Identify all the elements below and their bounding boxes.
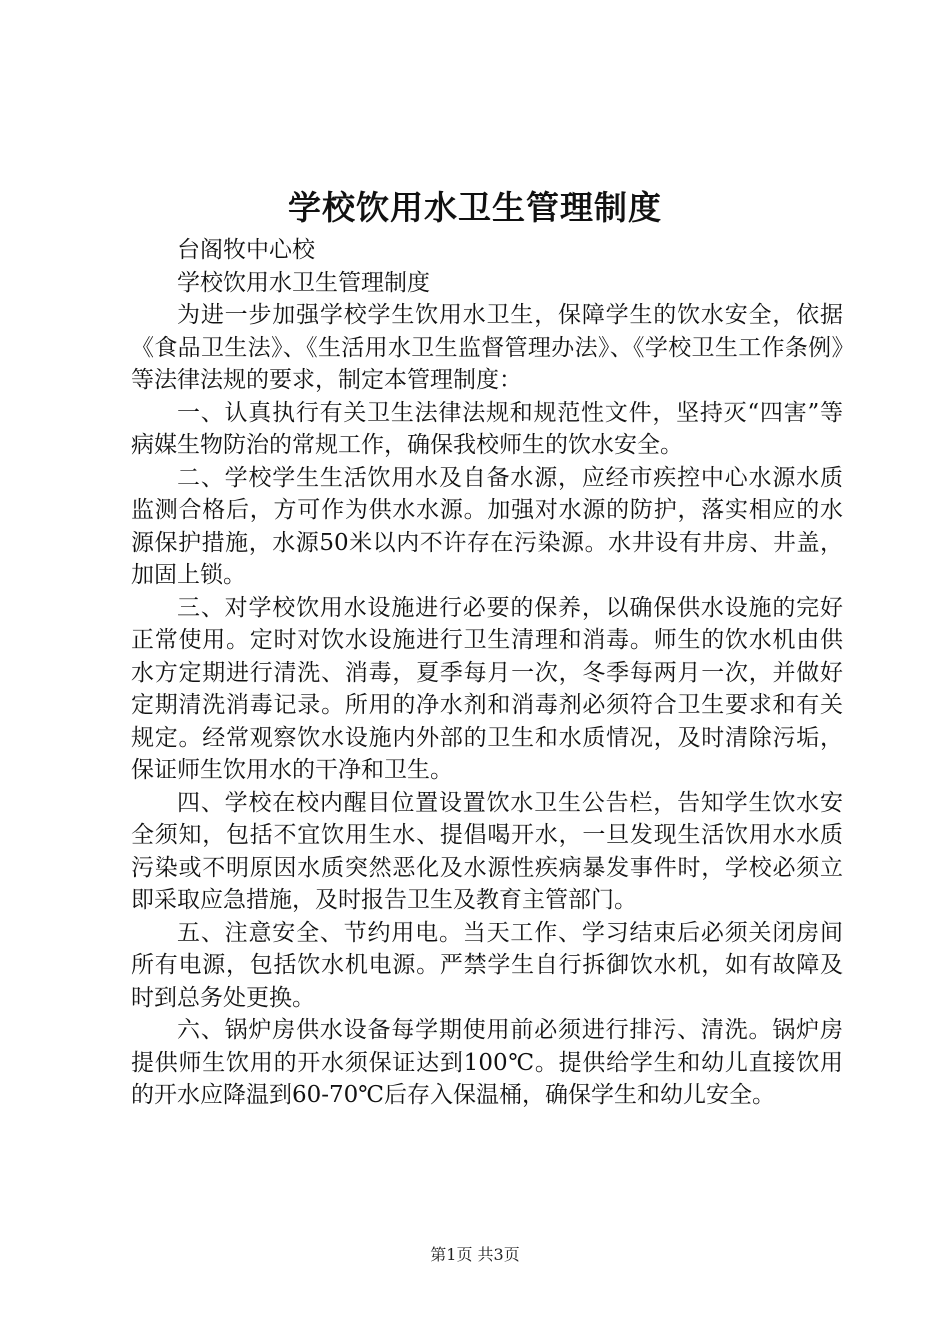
rule-paragraph-6: 六、锅炉房供水设备每学期使用前必须进行排污、清洗。锅炉房提供师生饮用的开水须保证达到100℃。提供给学生和幼儿直接饮用的开水应降温到60-70℃后存入保温桶，确保学生和幼儿安全。 [131, 1017, 843, 1108]
subtitle-paragraph: 学校饮用水卫生管理制度 [177, 269, 430, 296]
intro-paragraph: 为进一步加强学校学生饮用水卫生，保障学生的饮水安全，依据《食品卫生法》、《生活用水卫生监督管理办法》、《学校卫生工作条例》等法律法规的要求，制定本管理制度： [131, 302, 843, 393]
rule-paragraph-5: 五、注意安全、节约用电。当天工作、学习结束后必须关闭房间所有电源，包括饮水机电源。严禁学生自行拆御饮水机，如有故障及时到总务处更换。 [131, 919, 843, 1011]
rule-paragraph-4: 四、学校在校内醒目位置设置饮水卫生公告栏，告知学生饮水安全须知，包括不宜饮用生水、提倡喝开水，一旦发现生活饮用水水质污染或不明原因水质突然恶化及水源性疾病暴发事件时，学校必须立即采取应急措施，及时报告卫生及教育主管部门。 [131, 789, 843, 913]
rule-paragraph-1: 一、认真执行有关卫生法律法规和规范性文件，坚持灭“四害”等病媒生物防治的常规工作，确保我校师生的饮水安全。 [131, 399, 843, 458]
rule-paragraph-2: 二、学校学生生活饮用水及自备水源，应经市疾控中心水源水质监测合格后，方可作为供水水源。加强对水源的防护，落实相应的水源保护措施，水源50米以内不许存在污染源。水井设有井房、井盖，加固上锁。 [131, 464, 843, 588]
school-name: 台阁牧中心校 [177, 237, 315, 263]
document-body [131, 234, 843, 1112]
rule-paragraph-3: 三、对学校饮用水设施进行必要的保养，以确保供水设施的完好正常使用。定时对饮水设施进行卫生清理和消毒。师生的饮水机由供水方定期进行清洗、消毒，夏季每月一次，冬季每两月一次，并做好定期清洗消毒记录。所用的净水剂和消毒剂必须符合卫生要求和有关规定。经常观察饮水设施内外部的卫生和水质情况，及时清除污垢，保证师生饮用水的干净和卫生。 [131, 594, 843, 783]
page-number-footer: 第1页 共3页 [430, 1245, 520, 1264]
document-title: 学校饮用水卫生管理制度 [288, 188, 662, 227]
